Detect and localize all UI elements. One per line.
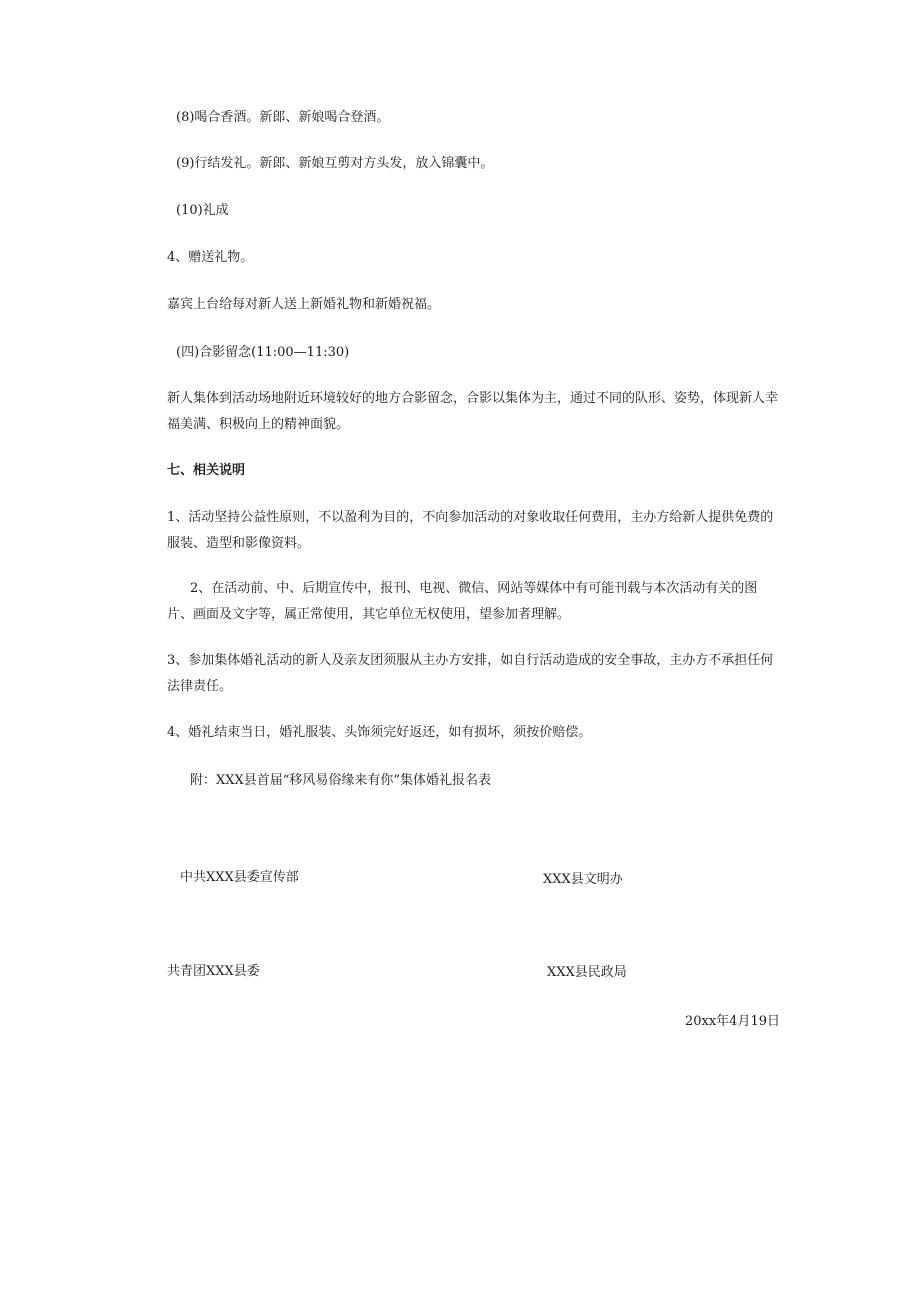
note-3: 3、参加集体婚礼活动的新人及亲友团须服从主办方安排，如自行活动造成的安全事故，主办方不承担任何法律责任。 [167, 653, 774, 694]
signature-propaganda-dept: 中共XXX县委宣传部 [180, 870, 299, 885]
note-1: 1、活动坚持公益性原则，不以盈利为目的，不向参加活动的对象收取任何费用，主办方给新人提供免费的服装、造型和影像资料。 [167, 510, 774, 551]
step-9: (9)行结发礼。新郎、新娘互剪对方头发，放入锦囊中。 [176, 156, 494, 171]
part-4-title: (四)合影留念(11:00—11:30) [176, 345, 350, 360]
part-4-body: 新人集体到活动场地附近环境较好的地方合影留念，合影以集体为主，通过不同的队形、姿势，体现新人幸福美满、积极向上的精神面貌。 [167, 391, 779, 432]
note-2: 2、在活动前、中、后期宣传中，报刊、电视、微信、网站等媒体中有可能刊载与本次活动有关的图片、画面及文字等，属正常使用，其它单位无权使用，望参加者理解。 [167, 581, 758, 622]
section-4-body: 嘉宾上台给每对新人送上新婚礼物和新婚祝福。 [167, 297, 441, 312]
signature-youth-league: 共青团XXX县委 [167, 964, 260, 979]
attachment-note: 附：XXX县首届“移风易俗缘来有你”集体婚礼报名表 [190, 773, 492, 788]
signature-civilization-office: XXX县文明办 [543, 872, 623, 887]
section-4-title: 4、赠送礼物。 [167, 250, 254, 265]
step-10: (10)礼成 [176, 203, 229, 218]
signature-civil-affairs: XXX县民政局 [547, 965, 627, 980]
note-4: 4、婚礼结束当日，婚礼服装、头饰须完好返还，如有损坏，须按价赔偿。 [167, 725, 592, 740]
chapter-7-title: 七、相关说明 [167, 463, 246, 478]
document-date: 20xx年4月19日 [684, 1014, 780, 1029]
step-8: (8)喝合香酒。新郎、新娘喝合登酒。 [176, 110, 390, 125]
